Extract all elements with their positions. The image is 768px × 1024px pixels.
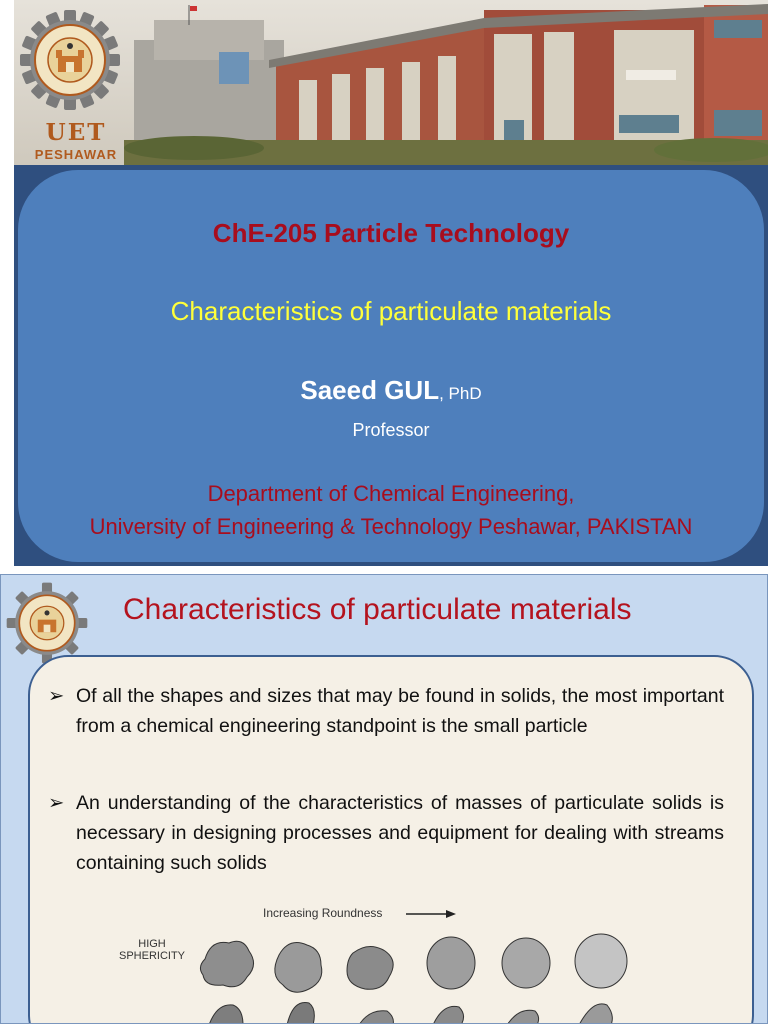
course-title: ChE-205 Particle Technology xyxy=(212,218,570,248)
content-slide xyxy=(0,574,768,1024)
author-line xyxy=(14,375,768,406)
gear-seal-icon xyxy=(20,8,120,116)
bullet-text: An understanding of the characteristics of masses of particulate solids is necessary in designing processes and equipment for dealing with streams containing such solids xyxy=(76,792,724,874)
bullet-item xyxy=(48,681,724,741)
university-building-image xyxy=(14,0,768,165)
logo-peshawar-text: PESHAWAR xyxy=(34,147,118,162)
uet-logo xyxy=(20,8,120,160)
author-role: Professor xyxy=(352,420,430,440)
sphericity-label xyxy=(119,938,185,962)
roundness-axis-label: Increasing Roundness xyxy=(263,906,383,920)
particle-row-high-sphericity xyxy=(200,934,627,992)
title-slide xyxy=(14,0,768,566)
uet-logo-small-icon xyxy=(5,581,89,665)
bullet-text: Of all the shapes and sizes that may be found in solids, the most important from a chemical engineering standpoint is the small particle xyxy=(76,685,724,737)
logo-uet-text: UET xyxy=(45,119,107,146)
bullet-item xyxy=(48,788,724,878)
header-banner xyxy=(14,0,768,165)
department-line-2: University of Engineering & Technology Peshawar, PAKISTAN xyxy=(89,514,693,539)
slide-subtitle: Characteristics of particulate materials xyxy=(170,296,612,326)
author-name: Saeed GUL xyxy=(300,375,440,405)
sphericity-label-line-2: SPHERICITY xyxy=(119,950,186,962)
author-degree: , PhD xyxy=(439,384,482,403)
bullet-arrow-icon: ➢ xyxy=(48,685,65,707)
department-block xyxy=(14,477,768,543)
content-slide-title: Characteristics of particulate materials xyxy=(123,593,632,626)
department-line-1: Department of Chemical Engineering, xyxy=(207,481,575,506)
bullet-arrow-icon: ➢ xyxy=(48,792,65,814)
sphericity-label-line-1: HIGH xyxy=(138,938,166,950)
